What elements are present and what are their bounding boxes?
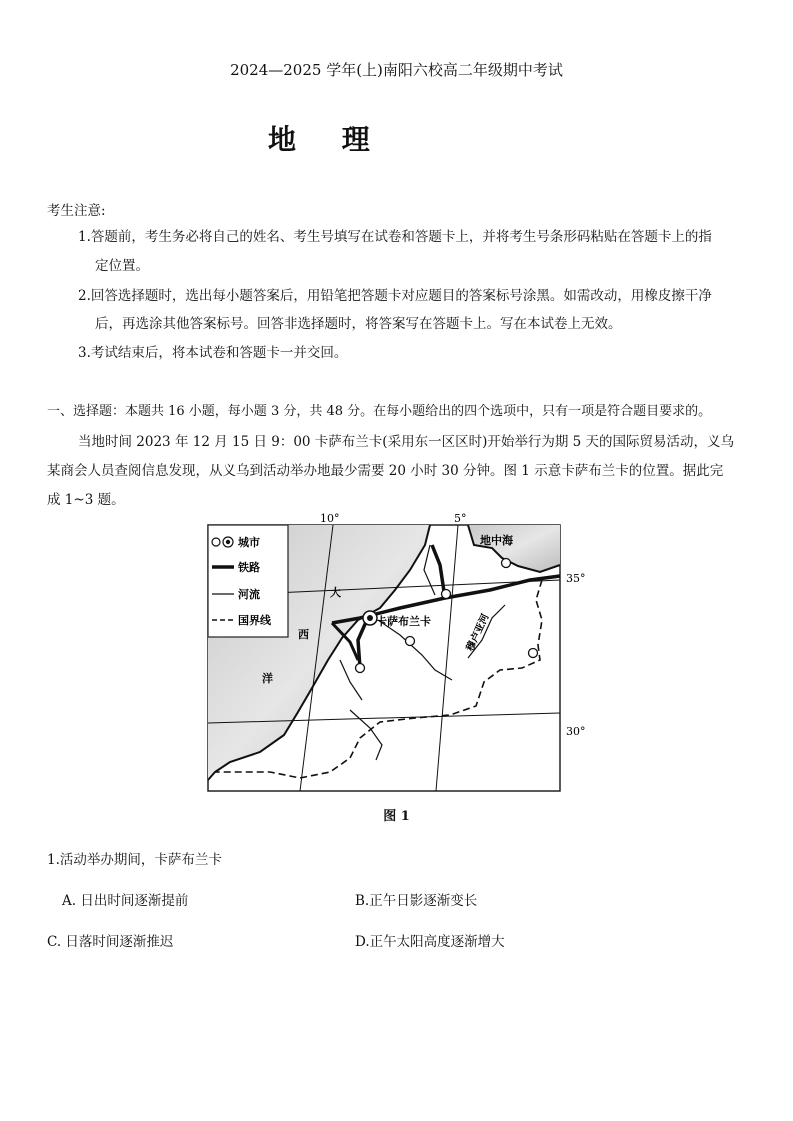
notice-item-2-cont: 后，再选涂其他答案标号。回答非选择题时，将答案写在答题卡上。写在本试卷上无效。 xyxy=(95,316,622,332)
city-3 xyxy=(406,637,415,646)
legend-river-label: 河流 xyxy=(238,588,260,601)
legend-city-label: 城市 xyxy=(238,536,260,549)
exam-header: 2024—2025 学年(上)南阳六校高二年级期中考试 xyxy=(230,61,563,79)
city-4 xyxy=(356,664,365,673)
passage-line-3: 成 1~3 题。 xyxy=(47,492,125,508)
question-1-stem: 1.活动举办期间，卡萨布兰卡 xyxy=(47,852,222,868)
lon-label-5: 5° xyxy=(454,512,467,525)
option-c[interactable]: C. 日落时间逐渐推迟 xyxy=(47,934,174,950)
legend-city-capital-icon xyxy=(226,540,230,544)
figure-1-map xyxy=(200,510,592,830)
moulouya-label: 穆卢亚河 xyxy=(464,612,492,654)
casablanca-city-dot xyxy=(367,615,373,621)
option-b[interactable]: B.正午日影逐渐变长 xyxy=(355,893,478,909)
ocean-char-1: 大 xyxy=(330,586,341,599)
notice-item-3: 3.考试结束后，将本试卷和答题卡一并交回。 xyxy=(78,345,348,361)
city-5 xyxy=(529,649,538,658)
city-2 xyxy=(502,559,511,568)
legend-railway-label: 铁路 xyxy=(238,561,260,574)
passage-line-1: 当地时间 2023 年 12 月 15 日 9：00 卡萨布兰卡(采用东一区区时)开始举行为期 5 天的国际贸易活动，义乌 xyxy=(78,434,735,450)
notice-title: 考生注意: xyxy=(47,203,106,219)
passage-line-2: 某商会人员查阅信息发现，从义乌到活动举办地最少需要 20 小时 30 分钟。图 1 示意卡萨布兰卡的位置。据此完 xyxy=(47,463,724,479)
figure-caption: 图 1 xyxy=(383,809,410,824)
section-title: 一、选择题：本题共 16 小题，每小题 3 分，共 48 分。在每小题给出的四个选项中，只有一项是符合题目要求的。 xyxy=(47,404,712,419)
ocean-char-3: 洋 xyxy=(262,672,273,685)
lat-label-35: 35° xyxy=(566,572,586,585)
legend-city-open-icon xyxy=(212,538,220,546)
mediterranean-label: 地中海 xyxy=(480,534,513,547)
option-d[interactable]: D.正午太阳高度逐渐增大 xyxy=(355,934,505,950)
lat-label-30: 30° xyxy=(566,725,586,738)
notice-item-1-cont: 定位置。 xyxy=(95,258,149,274)
option-a[interactable]: A. 日出时间逐渐提前 xyxy=(62,893,189,909)
casablanca-label: 卡萨布兰卡 xyxy=(376,615,431,628)
notice-item-2: 2.回答选择题时，选出每小题答案后，用铅笔把答题卡对应题目的答案标号涂黑。如需改动，用橡皮擦干净 xyxy=(78,288,712,304)
notice-item-1: 1.答题前，考生务必将自己的姓名、考生号填写在试卷和答题卡上，并将考生号条形码粘贴在答题卡上的指 xyxy=(78,229,712,245)
legend-border-label: 国界线 xyxy=(238,614,271,627)
city-1 xyxy=(442,590,451,599)
subject-title: 地 理 xyxy=(268,123,388,156)
ocean-char-2: 西 xyxy=(298,628,309,641)
lon-label-10: 10° xyxy=(320,512,340,525)
